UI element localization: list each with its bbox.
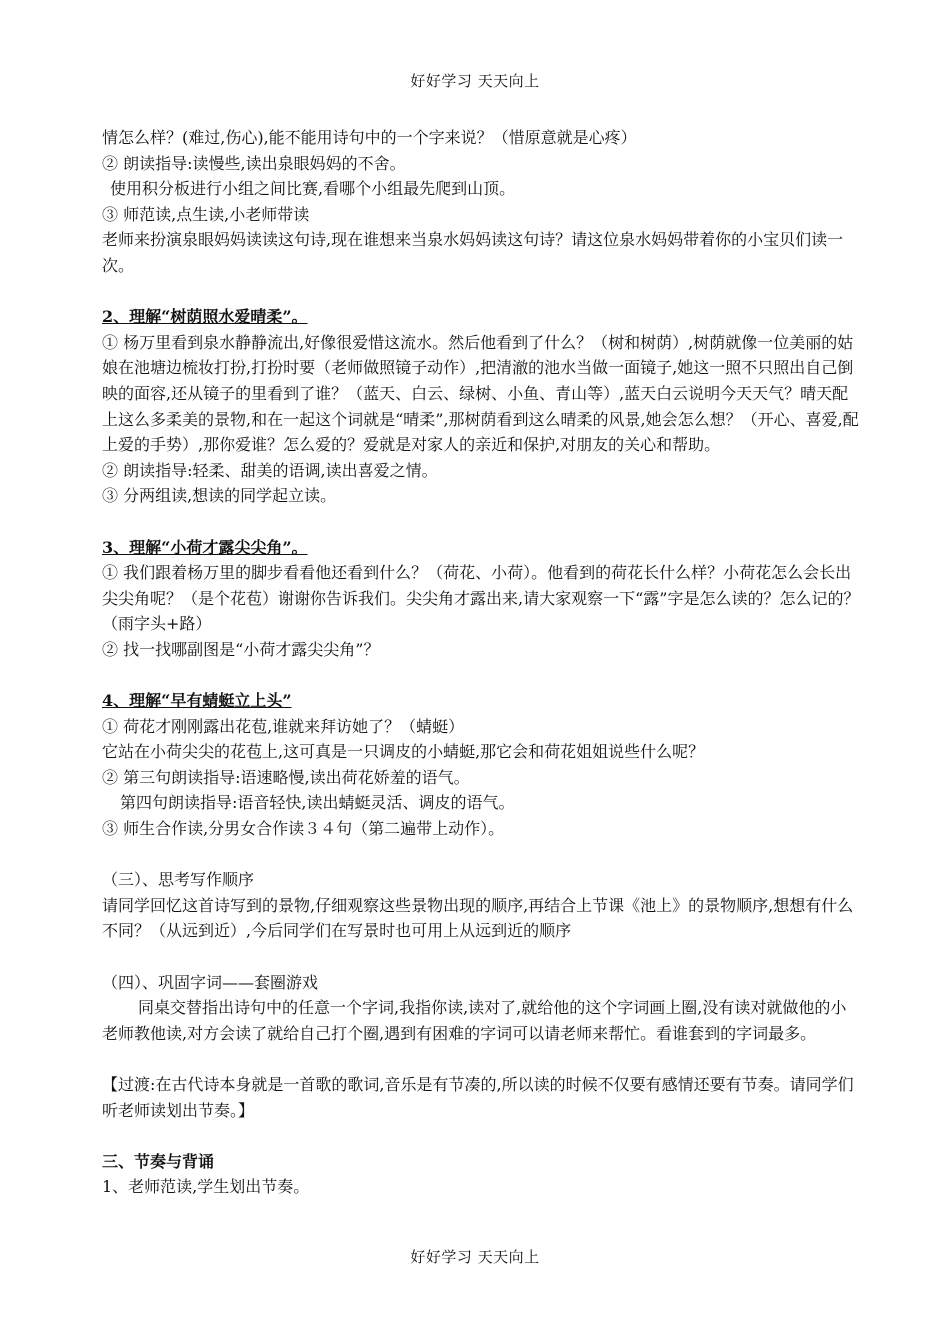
section-heading: （三）、思考写作顺序 bbox=[102, 870, 255, 890]
document-body bbox=[102, 125, 862, 1200]
paragraph: ③ 师范读,点生读,小老师带读 bbox=[102, 204, 310, 224]
paragraph: ② 朗读指导:轻柔、甜美的语调,读出喜爱之情。 bbox=[102, 460, 438, 480]
paragraph: 同桌交替指出诗句中的任意一个字词,我指你读,读对了,就给他的这个字词画上圈,没有读对就做他的小老师教他读,对方会读了就给自己打个圈,遇到有困难的字词可以请老师来帮忙。看谁套到的字词最多。 bbox=[102, 998, 847, 1043]
paragraph: ① 我们跟着杨万里的脚步看看他还看到什么？（荷花、小荷）。他看到的荷花长什么样？小荷花怎么会长出尖尖角呢？（是个花苞）谢谢你告诉我们。尖尖角才露出来,请大家观察一下“露”字是怎么读的？怎么记的？（雨字头+路） bbox=[102, 563, 860, 634]
paragraph: 使用积分板进行小组之间比赛,看哪个小组最先爬到山顶。 bbox=[110, 179, 516, 199]
section-heading bbox=[102, 535, 862, 561]
page-footer: 好好学习 天天向上 bbox=[410, 1248, 540, 1266]
paragraph: 第四句朗读指导:语音轻快,读出蜻蜓灵活、调皮的语气。 bbox=[120, 793, 515, 813]
section-heading: （四）、巩固字词——套圈游戏 bbox=[102, 972, 319, 992]
paragraph: ③ 分两组读,想读的同学起立读。 bbox=[102, 486, 337, 506]
paragraph: 情怎么样？(难过,伤心),能不能用诗句中的一个字来说？（惜原意就是心疼） bbox=[102, 128, 637, 147]
section-heading: 三、节奏与背诵 bbox=[102, 1151, 215, 1171]
paragraph: ① 荷花才刚刚露出花苞,谁就来拜访她了？（蜻蜓） bbox=[102, 716, 465, 736]
section-heading-text: 4、理解“早有蜻蜓立上头” bbox=[102, 691, 292, 711]
transition-note: 【过渡:在古代诗本身就是一首歌的歌词,音乐是有节凑的,所以读的时候不仅要有感情还要有节奏。请同学们听老师读划出节奏。】 bbox=[102, 1074, 854, 1120]
paragraph: ② 朗读指导:读慢些,读出泉眼妈妈的不舍。 bbox=[102, 153, 406, 173]
section-heading-text: 3、理解“小荷才露尖尖角”。 bbox=[102, 537, 308, 557]
paragraph: ① 杨万里看到泉水静静流出,好像很爱惜这流水。然后他看到了什么？（树和树荫）,树荫就像一位美丽的姑娘在池塘边梳妆打扮,打扮时要（老师做照镜子动作）,把清澈的池水当做一面镜子,她这一照不只照出自己倒映的面容,还从镜子的里看到了谁？（蓝天、白云、绿树、小鱼、青山等）,蓝天白云说明今天天气？晴天配上这么多柔美的景物,和在一起这个词就是“晴柔”,那树荫看到这么晴柔的风景,她会怎么想？（开心、喜爱,配上爱的手势）,那你爱谁？怎么爱的？爱就是对家人的亲近和保护,对朋友的关心和帮助。 bbox=[102, 332, 859, 455]
paragraph: ② 第三句朗读指导:语速略慢,读出荷花娇羞的语气。 bbox=[102, 767, 470, 787]
paragraph: ③ 师生合作读,分男女合作读３４句（第二遍带上动作）。 bbox=[102, 819, 505, 839]
paragraph: ② 找一找哪副图是“小荷才露尖尖角”？ bbox=[102, 639, 380, 659]
page-header: 好好学习 天天向上 bbox=[410, 72, 540, 90]
paragraph: 请同学回忆这首诗写到的景物,仔细观察这些景物出现的顺序,再结合上节课《池上》的景物顺序,想想有什么不同？（从远到近）,今后同学们在写景时也可用上从远到近的顺序 bbox=[102, 895, 854, 941]
section-heading bbox=[102, 304, 862, 330]
paragraph: 它站在小荷尖尖的花苞上,这可真是一只调皮的小蜻蜓,那它会和荷花姐姐说些什么呢？ bbox=[102, 742, 705, 762]
section-heading bbox=[102, 688, 862, 714]
paragraph: 老师来扮演泉眼妈妈读读这句诗,现在谁想来当泉水妈妈读这句诗？请这位泉水妈妈带着你的小宝贝们读一次。 bbox=[102, 230, 844, 275]
paragraph: 1、老师范读,学生划出节奏。 bbox=[102, 1177, 310, 1197]
section-heading-text: 2、理解“树荫照水爱晴柔”。 bbox=[102, 307, 308, 327]
